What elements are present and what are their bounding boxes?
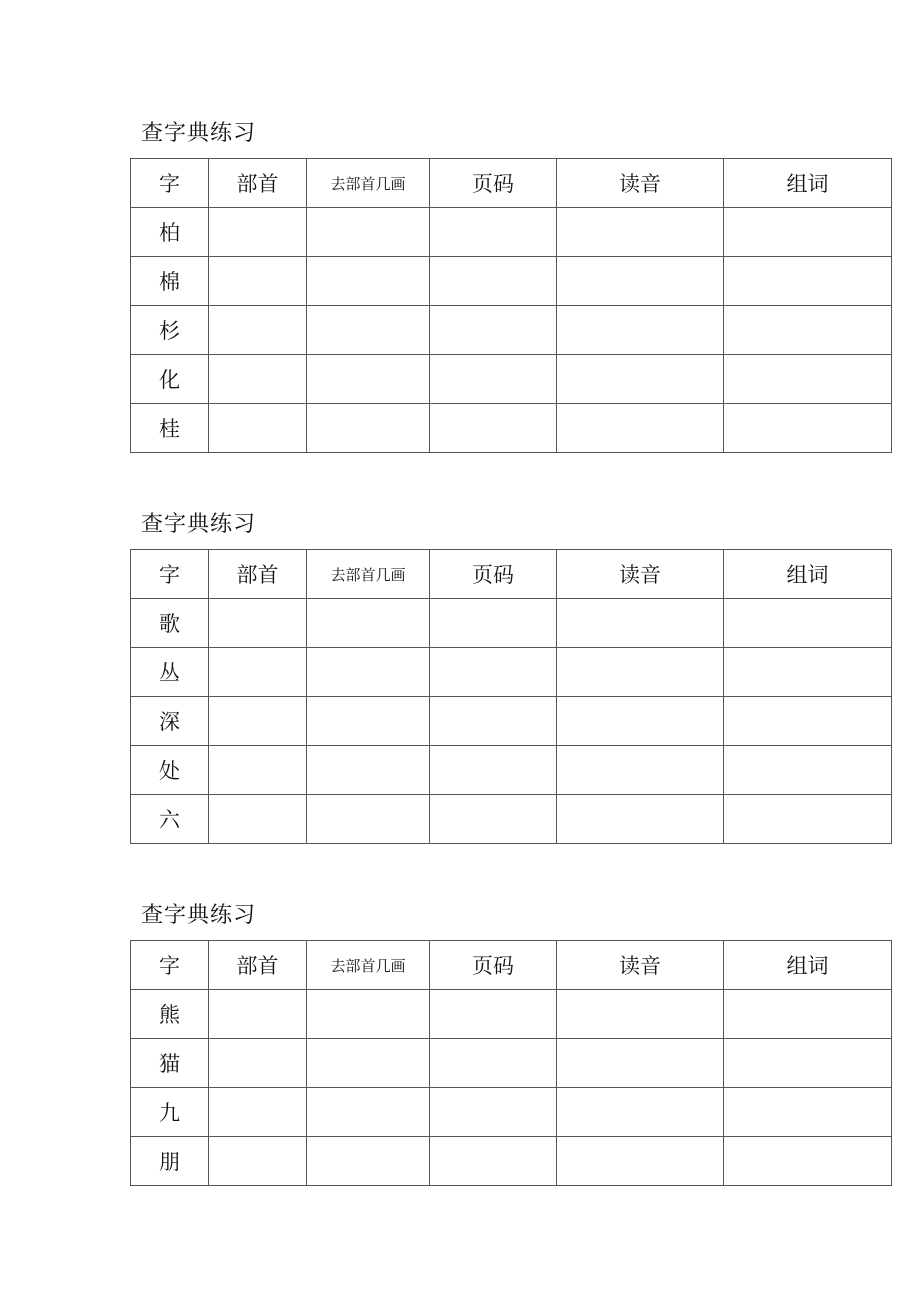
character-cell: 深 — [131, 697, 209, 746]
dictionary-table — [130, 549, 892, 844]
header-cell: 页码 — [430, 941, 557, 990]
pronunciation-cell[interactable] — [557, 648, 724, 697]
header-cell: 读音 — [557, 550, 724, 599]
radical-cell[interactable] — [209, 1088, 307, 1137]
word-cell[interactable] — [724, 257, 892, 306]
section-title: 查字典练习 — [141, 121, 257, 146]
radical-cell[interactable] — [209, 697, 307, 746]
radical-cell[interactable] — [209, 746, 307, 795]
header-cell: 字 — [131, 941, 209, 990]
header-cell: 页码 — [430, 159, 557, 208]
header-cell: 组词 — [724, 159, 892, 208]
stroke-count-cell[interactable] — [307, 355, 430, 404]
radical-cell[interactable] — [209, 795, 307, 844]
pronunciation-cell[interactable] — [557, 795, 724, 844]
page-number-cell[interactable] — [430, 599, 557, 648]
stroke-count-cell[interactable] — [307, 746, 430, 795]
page-number-cell[interactable] — [430, 1088, 557, 1137]
header-cell: 组词 — [724, 550, 892, 599]
header-cell: 部首 — [209, 550, 307, 599]
word-cell[interactable] — [724, 990, 892, 1039]
word-cell[interactable] — [724, 697, 892, 746]
header-cell: 去部首几画 — [307, 159, 430, 208]
table-row — [131, 1039, 892, 1088]
word-cell[interactable] — [724, 648, 892, 697]
character-cell: 九 — [131, 1088, 209, 1137]
word-cell[interactable] — [724, 404, 892, 453]
character-cell: 朋 — [131, 1137, 209, 1186]
word-cell[interactable] — [724, 599, 892, 648]
table-row — [131, 1088, 892, 1137]
radical-cell[interactable] — [209, 1137, 307, 1186]
header-cell: 去部首几画 — [307, 550, 430, 599]
character-cell: 丛 — [131, 648, 209, 697]
page-number-cell[interactable] — [430, 795, 557, 844]
pronunciation-cell[interactable] — [557, 208, 724, 257]
stroke-count-cell[interactable] — [307, 1137, 430, 1186]
radical-cell[interactable] — [209, 599, 307, 648]
pronunciation-cell[interactable] — [557, 355, 724, 404]
radical-cell[interactable] — [209, 257, 307, 306]
word-cell[interactable] — [724, 746, 892, 795]
stroke-count-cell[interactable] — [307, 1088, 430, 1137]
section-title: 查字典练习 — [141, 512, 257, 537]
table-row — [131, 355, 892, 404]
table-row — [131, 306, 892, 355]
header-cell: 去部首几画 — [307, 941, 430, 990]
stroke-count-cell[interactable] — [307, 208, 430, 257]
header-cell: 组词 — [724, 941, 892, 990]
stroke-count-cell[interactable] — [307, 306, 430, 355]
stroke-count-cell[interactable] — [307, 257, 430, 306]
pronunciation-cell[interactable] — [557, 404, 724, 453]
stroke-count-cell[interactable] — [307, 990, 430, 1039]
header-cell: 读音 — [557, 941, 724, 990]
word-cell[interactable] — [724, 1039, 892, 1088]
header-cell: 页码 — [430, 550, 557, 599]
word-cell[interactable] — [724, 795, 892, 844]
table-row — [131, 404, 892, 453]
character-cell: 化 — [131, 355, 209, 404]
character-cell: 六 — [131, 795, 209, 844]
pronunciation-cell[interactable] — [557, 697, 724, 746]
radical-cell[interactable] — [209, 648, 307, 697]
stroke-count-cell[interactable] — [307, 1039, 430, 1088]
dictionary-table — [130, 158, 892, 453]
page-number-cell[interactable] — [430, 1137, 557, 1186]
character-cell: 杉 — [131, 306, 209, 355]
pronunciation-cell[interactable] — [557, 1137, 724, 1186]
table-row — [131, 257, 892, 306]
stroke-count-cell[interactable] — [307, 648, 430, 697]
table-header-row — [131, 941, 892, 990]
page-number-cell[interactable] — [430, 208, 557, 257]
radical-cell[interactable] — [209, 306, 307, 355]
character-cell: 桂 — [131, 404, 209, 453]
character-cell: 熊 — [131, 990, 209, 1039]
table-row — [131, 648, 892, 697]
word-cell[interactable] — [724, 1088, 892, 1137]
table-row — [131, 746, 892, 795]
radical-cell[interactable] — [209, 208, 307, 257]
page-number-cell[interactable] — [430, 746, 557, 795]
page-number-cell[interactable] — [430, 1039, 557, 1088]
stroke-count-cell[interactable] — [307, 599, 430, 648]
header-cell: 字 — [131, 550, 209, 599]
page-number-cell[interactable] — [430, 306, 557, 355]
table-row — [131, 599, 892, 648]
character-cell: 柏 — [131, 208, 209, 257]
dictionary-table — [130, 940, 892, 1186]
table-row — [131, 990, 892, 1039]
character-cell: 歌 — [131, 599, 209, 648]
page-number-cell[interactable] — [430, 648, 557, 697]
pronunciation-cell[interactable] — [557, 746, 724, 795]
page-number-cell[interactable] — [430, 355, 557, 404]
header-cell: 读音 — [557, 159, 724, 208]
pronunciation-cell[interactable] — [557, 1039, 724, 1088]
character-cell: 棉 — [131, 257, 209, 306]
character-cell: 处 — [131, 746, 209, 795]
pronunciation-cell[interactable] — [557, 599, 724, 648]
radical-cell[interactable] — [209, 355, 307, 404]
radical-cell[interactable] — [209, 990, 307, 1039]
pronunciation-cell[interactable] — [557, 990, 724, 1039]
table-row — [131, 697, 892, 746]
header-cell: 字 — [131, 159, 209, 208]
radical-cell[interactable] — [209, 404, 307, 453]
stroke-count-cell[interactable] — [307, 795, 430, 844]
word-cell[interactable] — [724, 208, 892, 257]
table-header-row — [131, 550, 892, 599]
radical-cell[interactable] — [209, 1039, 307, 1088]
table-row — [131, 795, 892, 844]
table-row — [131, 1137, 892, 1186]
table-row — [131, 208, 892, 257]
page-number-cell[interactable] — [430, 990, 557, 1039]
character-cell: 猫 — [131, 1039, 209, 1088]
page-number-cell[interactable] — [430, 404, 557, 453]
pronunciation-cell[interactable] — [557, 1088, 724, 1137]
header-cell: 部首 — [209, 941, 307, 990]
stroke-count-cell[interactable] — [307, 697, 430, 746]
header-cell: 部首 — [209, 159, 307, 208]
word-cell[interactable] — [724, 1137, 892, 1186]
pronunciation-cell[interactable] — [557, 257, 724, 306]
table-header-row — [131, 159, 892, 208]
page-number-cell[interactable] — [430, 697, 557, 746]
word-cell[interactable] — [724, 355, 892, 404]
section-title: 查字典练习 — [141, 903, 257, 928]
word-cell[interactable] — [724, 306, 892, 355]
stroke-count-cell[interactable] — [307, 404, 430, 453]
pronunciation-cell[interactable] — [557, 306, 724, 355]
page-number-cell[interactable] — [430, 257, 557, 306]
